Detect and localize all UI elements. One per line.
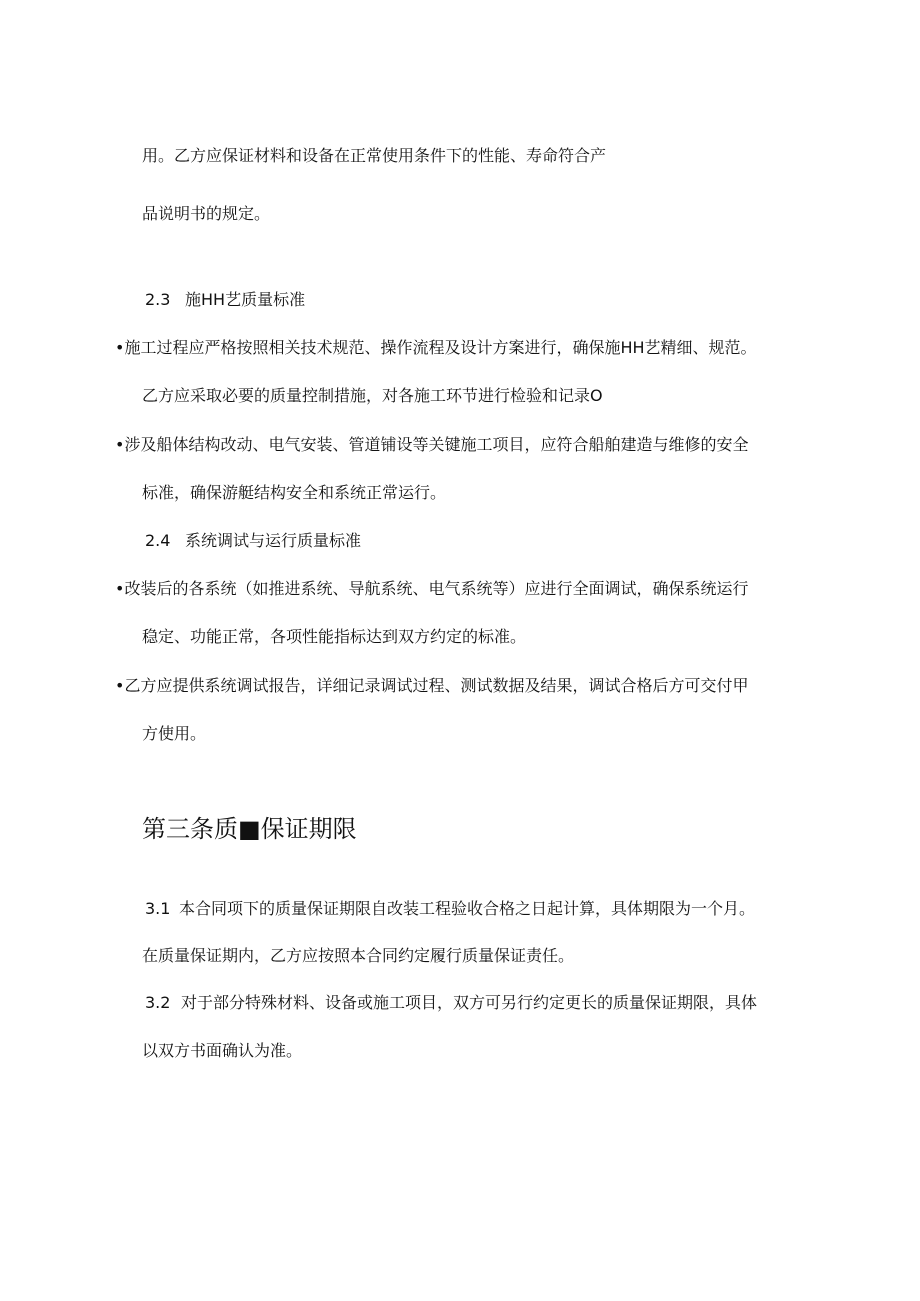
section-heading [145, 531, 361, 551]
clause-text: 本合同项下的质量保证期限自改装工程验收合格之日起计算，具体期限为一个月。 [179, 899, 756, 918]
bullet-item-line-1: •乙方应提供系统调试报告，详细记录调试过程、测试数据及结果，调试合格后方可交付甲 [115, 676, 749, 695]
bullet-item-line-1: •改装后的各系统（如推进系统、导航系统、电气系统等）应进行全面调试，确保系统运行 [115, 579, 749, 598]
bullet-item-line-2: 乙方应采取必要的质量控制措施，对各施工环节进行检验和记录O [142, 386, 603, 405]
clause-3-2-line-1 [145, 993, 757, 1013]
bullet-item-line-2: 标准，确保游艇结构安全和系统正常运行。 [142, 483, 447, 502]
clause-3-1-line-1 [145, 899, 755, 919]
continuation-line-1: 用。乙方应保证材料和设备在正常使用条件下的性能、寿命符合产 [142, 146, 607, 165]
section-title: 系统调试与运行质量标准 [185, 531, 362, 550]
article-heading: 第三条质■保证期限 [142, 815, 357, 843]
clause-text: 对于部分特殊材料、设备或施工项目，双方可另行约定更长的质量保证期限，具体 [181, 993, 758, 1012]
section-number: 2.3 [145, 290, 171, 309]
section-number: 2.4 [145, 531, 171, 550]
bullet-item-line-1: •施工过程应严格按照相关技术规范、操作流程及设计方案进行，确保施HH艺精细、规范。 [115, 338, 757, 357]
bullet-item-line-1: •涉及船体结构改动、电气安装、管道铺设等关键施工项目，应符合船舶建造与维修的安全 [115, 435, 749, 454]
section-title: 施HH艺质量标准 [185, 290, 306, 309]
bullet-item-line-2: 方使用。 [142, 724, 207, 743]
bullet-item-line-2: 稳定、功能正常，各项性能指标达到双方约定的标准。 [142, 627, 527, 646]
continuation-line-2: 品说明书的规定。 [142, 204, 271, 223]
clause-3-1-line-2: 在质量保证期内，乙方应按照本合同约定履行质量保证责任。 [142, 946, 575, 965]
clause-number: 3.1 [145, 899, 171, 918]
section-heading [145, 290, 305, 310]
clause-3-2-line-2: 以双方书面确认为准。 [142, 1041, 303, 1060]
clause-number: 3.2 [145, 993, 171, 1012]
